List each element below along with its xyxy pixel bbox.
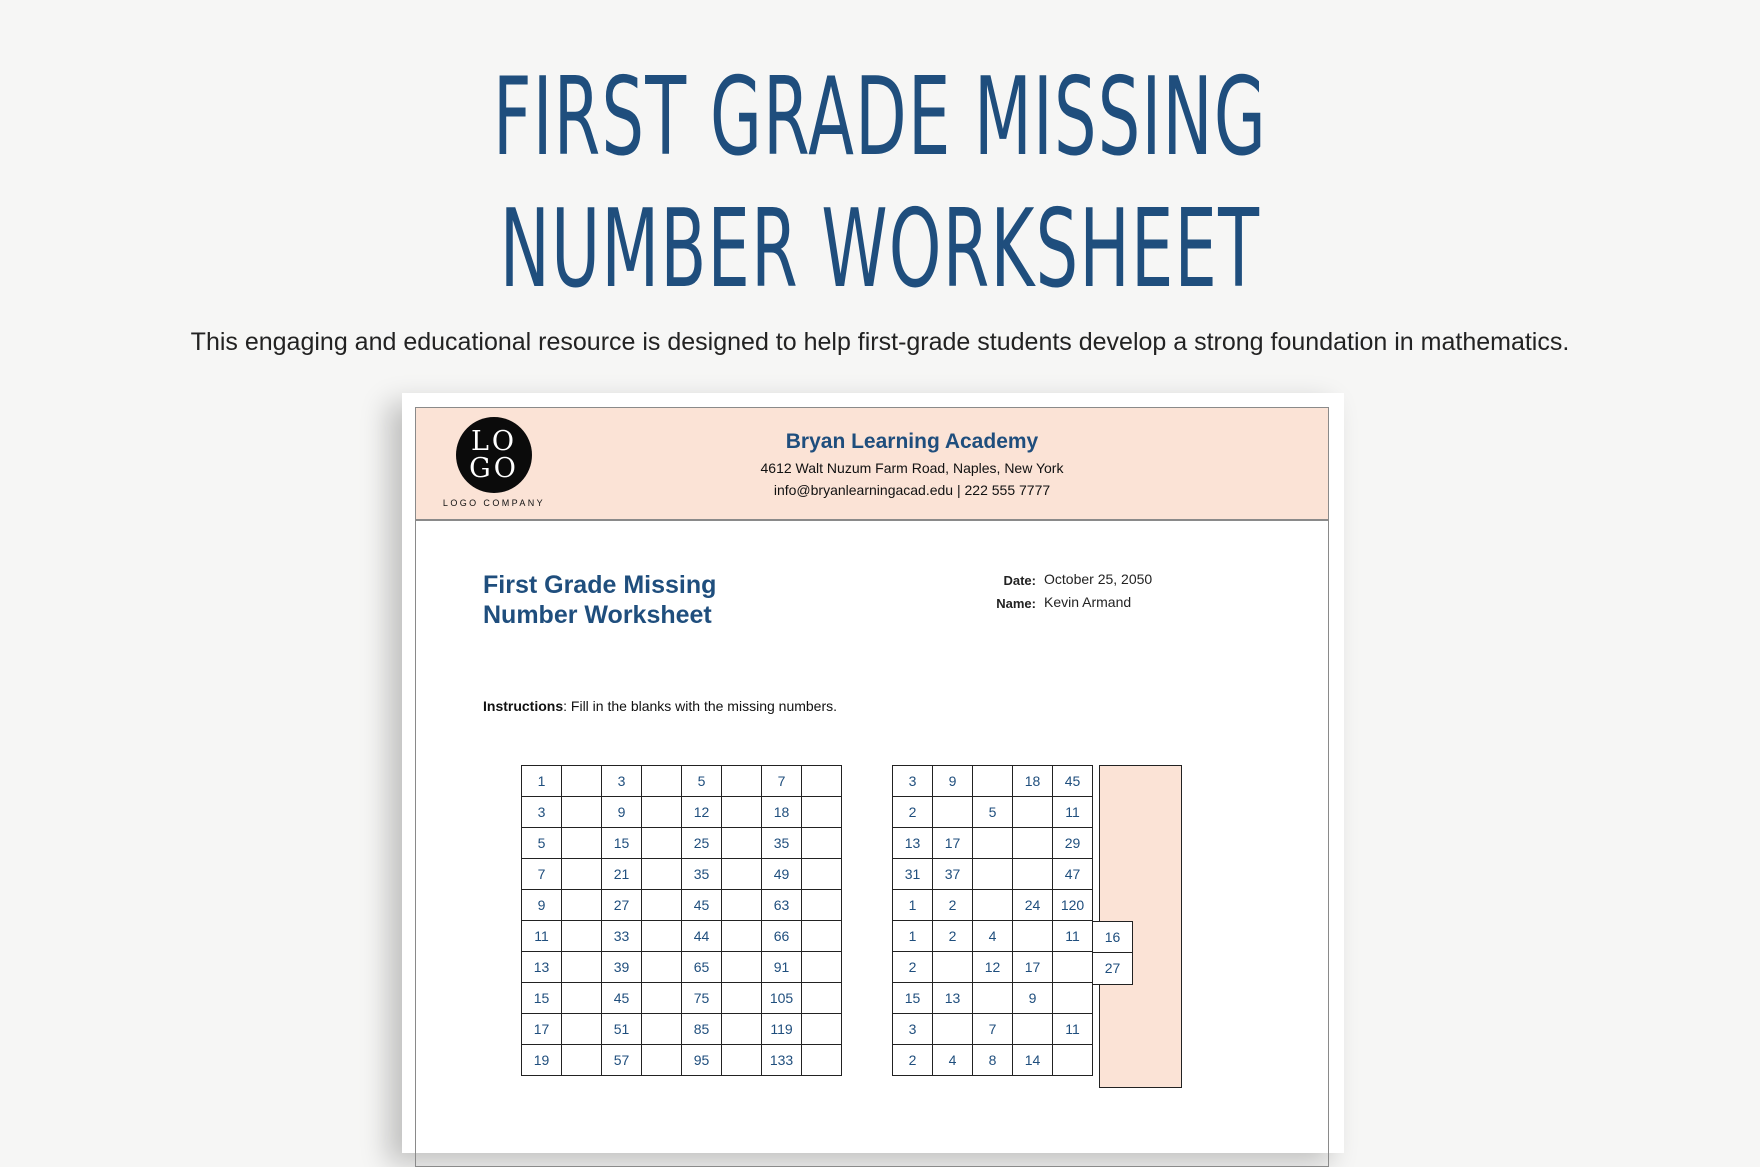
left-grid-number-cell: 17 — [522, 1014, 562, 1045]
right-grid-number-cell: 29 — [1053, 828, 1093, 859]
left-grid-number-cell: 7 — [522, 859, 562, 890]
left-grid-number-cell: 19 — [522, 1045, 562, 1076]
left-grid-row — [522, 1045, 842, 1076]
left-grid-blank-cell[interactable] — [802, 890, 842, 921]
org-address: 4612 Walt Nuzum Farm Road, Naples, New York — [760, 460, 1064, 476]
org-info — [636, 430, 1188, 504]
name-value: Kevin Armand — [1044, 594, 1132, 610]
right-grid-row — [893, 859, 1093, 890]
left-grid-number-cell: 9 — [602, 797, 642, 828]
left-grid-number-cell: 18 — [762, 797, 802, 828]
left-grid-number-cell: 63 — [762, 890, 802, 921]
left-grid-blank-cell[interactable] — [722, 797, 762, 828]
left-grid-blank-cell[interactable] — [642, 797, 682, 828]
right-grid-blank-cell[interactable] — [933, 797, 973, 828]
right-grid-row — [893, 766, 1093, 797]
org-name: Bryan Learning Academy — [785, 430, 1039, 453]
left-grid-number-cell: 44 — [682, 921, 722, 952]
left-grid-row — [522, 797, 842, 828]
left-grid-blank-cell[interactable] — [642, 983, 682, 1014]
left-grid-row — [522, 766, 842, 797]
right-grid-number-cell: 2 — [933, 890, 973, 921]
right-grid-row — [893, 828, 1093, 859]
right-grid-number-cell: 2 — [893, 952, 933, 983]
instructions — [483, 698, 837, 714]
left-grid-number-cell: 5 — [522, 828, 562, 859]
hero-title-line2: NUMBER WORKSHEET — [499, 187, 1261, 312]
left-grid-number-cell: 27 — [602, 890, 642, 921]
left-grid-blank-cell[interactable] — [802, 859, 842, 890]
worksheet-title — [483, 570, 783, 630]
left-grid-number-cell: 45 — [682, 890, 722, 921]
right-grid-number-cell: 4 — [933, 1045, 973, 1076]
left-grid-blank-cell[interactable] — [562, 766, 602, 797]
left-grid-blank-cell[interactable] — [802, 766, 842, 797]
left-grid-blank-cell[interactable] — [562, 983, 602, 1014]
right-grid-row — [893, 921, 1093, 952]
right-grid-number-cell: 45 — [1053, 766, 1093, 797]
right-number-grid — [892, 765, 1093, 1076]
left-grid-blank-cell[interactable] — [642, 1014, 682, 1045]
right-grid-number-cell: 3 — [893, 766, 933, 797]
left-grid-blank-cell[interactable] — [642, 859, 682, 890]
worksheet-meta — [956, 571, 1152, 617]
right-grid-number-cell: 24 — [1013, 890, 1053, 921]
left-grid-number-cell: 65 — [682, 952, 722, 983]
left-grid-number-cell: 11 — [522, 921, 562, 952]
name-row — [956, 594, 1152, 611]
left-grid-blank-cell[interactable] — [562, 1045, 602, 1076]
left-grid-blank-cell[interactable] — [722, 952, 762, 983]
right-grid-blank-cell[interactable] — [1053, 952, 1093, 983]
left-grid-number-cell: 105 — [762, 983, 802, 1014]
right-grid-blank-cell[interactable] — [1013, 797, 1053, 828]
left-number-grid — [521, 765, 842, 1076]
right-grid-number-cell: 11 — [1053, 797, 1093, 828]
left-grid-blank-cell[interactable] — [562, 828, 602, 859]
left-grid-number-cell: 57 — [602, 1045, 642, 1076]
left-grid-number-cell: 45 — [602, 983, 642, 1014]
hero-title — [334, 52, 1425, 316]
right-grid-extra-cell: 27 — [1092, 952, 1133, 985]
left-grid-number-cell: 133 — [762, 1045, 802, 1076]
left-grid-number-cell: 15 — [522, 983, 562, 1014]
left-grid-number-cell: 3 — [602, 766, 642, 797]
logo-text-top: LO — [470, 426, 518, 457]
right-grid-number-cell: 3 — [893, 1014, 933, 1045]
left-grid-blank-cell[interactable] — [642, 890, 682, 921]
right-grid-number-cell: 11 — [1053, 1014, 1093, 1045]
left-grid-row — [522, 828, 842, 859]
left-grid-row — [522, 983, 842, 1014]
right-grid-blank-cell[interactable] — [973, 983, 1013, 1014]
left-grid-blank-cell[interactable] — [802, 1014, 842, 1045]
left-grid-blank-cell[interactable] — [562, 797, 602, 828]
left-grid-number-cell: 85 — [682, 1014, 722, 1045]
left-grid-blank-cell[interactable] — [802, 921, 842, 952]
left-grid-row — [522, 1014, 842, 1045]
worksheet-title-line2: Number Worksheet — [483, 601, 712, 629]
right-grid-number-cell: 7 — [973, 1014, 1013, 1045]
instructions-label: Instructions — [483, 698, 564, 714]
right-grid-row — [893, 952, 1093, 983]
right-grid-number-cell: 2 — [893, 1045, 933, 1076]
left-grid-number-cell: 21 — [602, 859, 642, 890]
worksheet-title-line1: First Grade Missing — [483, 571, 717, 599]
left-grid-blank-cell[interactable] — [562, 921, 602, 952]
left-grid-blank-cell[interactable] — [722, 766, 762, 797]
right-grid-number-cell: 37 — [933, 859, 973, 890]
left-grid-blank-cell[interactable] — [802, 828, 842, 859]
right-grid-blank-cell[interactable] — [933, 1014, 973, 1045]
right-grid-blank-cell[interactable] — [1013, 1014, 1053, 1045]
left-grid-blank-cell[interactable] — [562, 859, 602, 890]
left-grid-blank-cell[interactable] — [722, 890, 762, 921]
worksheet-page — [402, 393, 1344, 1153]
left-grid-blank-cell[interactable] — [642, 828, 682, 859]
left-grid-number-cell: 75 — [682, 983, 722, 1014]
left-grid-blank-cell[interactable] — [642, 952, 682, 983]
left-grid-number-cell: 35 — [682, 859, 722, 890]
left-grid-blank-cell[interactable] — [802, 797, 842, 828]
left-grid-number-cell: 35 — [762, 828, 802, 859]
right-grid-number-cell: 14 — [1013, 1045, 1053, 1076]
left-grid-number-cell: 3 — [522, 797, 562, 828]
left-grid-number-cell: 25 — [682, 828, 722, 859]
logo-badge — [456, 417, 532, 493]
right-grid-number-cell: 5 — [973, 797, 1013, 828]
right-grid-number-cell: 17 — [933, 828, 973, 859]
left-grid-blank-cell[interactable] — [562, 1014, 602, 1045]
hero-title-line1: FIRST GRADE MISSING — [493, 55, 1267, 180]
left-grid-row — [522, 859, 842, 890]
left-grid-number-cell: 66 — [762, 921, 802, 952]
left-grid-blank-cell[interactable] — [802, 952, 842, 983]
left-grid-number-cell: 95 — [682, 1045, 722, 1076]
right-grid-blank-cell[interactable] — [1053, 1045, 1093, 1076]
right-grid-number-cell: 1 — [893, 921, 933, 952]
left-grid-number-cell: 15 — [602, 828, 642, 859]
right-grid-number-cell: 31 — [893, 859, 933, 890]
left-grid-blank-cell[interactable] — [642, 766, 682, 797]
left-grid-number-cell: 1 — [522, 766, 562, 797]
name-label: Name: — [996, 596, 1036, 611]
right-grid-number-cell: 8 — [973, 1045, 1013, 1076]
left-grid-blank-cell[interactable] — [722, 859, 762, 890]
right-grid-number-cell: 13 — [933, 983, 973, 1014]
logo-text-bottom: GO — [469, 453, 519, 484]
right-grid-extra-cell: 16 — [1092, 921, 1133, 954]
right-grid-row — [893, 1014, 1093, 1045]
right-grid-row — [893, 890, 1093, 921]
worksheet-frame — [415, 407, 1329, 1167]
left-grid-number-cell: 12 — [682, 797, 722, 828]
right-grid-number-cell: 2 — [893, 797, 933, 828]
left-grid-number-cell: 49 — [762, 859, 802, 890]
right-grid-blank-cell[interactable] — [1013, 921, 1053, 952]
right-grid-row — [893, 797, 1093, 828]
right-grid-number-cell: 11 — [1053, 921, 1093, 952]
logo-caption: LOGO COMPANY — [442, 498, 546, 508]
right-grid-blank-cell[interactable] — [1053, 983, 1093, 1014]
left-grid-blank-cell[interactable] — [562, 890, 602, 921]
right-grid-number-cell: 9 — [1013, 983, 1053, 1014]
date-value: October 25, 2050 — [1044, 571, 1153, 587]
left-grid-number-cell: 91 — [762, 952, 802, 983]
instructions-text: : Fill in the blanks with the missing numbers. — [563, 698, 838, 714]
right-grid-number-cell: 2 — [933, 921, 973, 952]
left-grid-blank-cell[interactable] — [802, 983, 842, 1014]
left-grid-blank-cell[interactable] — [722, 1014, 762, 1045]
right-grid-number-cell: 47 — [1053, 859, 1093, 890]
right-grid-number-cell: 12 — [973, 952, 1013, 983]
right-grid-blank-cell[interactable] — [973, 766, 1013, 797]
right-grid-blank-cell[interactable] — [1013, 859, 1053, 890]
org-contact: info@bryanlearningacad.edu | 222 555 7777 — [773, 482, 1051, 498]
left-grid-number-cell: 39 — [602, 952, 642, 983]
date-label: Date: — [1003, 573, 1036, 588]
left-grid-blank-cell[interactable] — [722, 828, 762, 859]
right-grid-blank-cell[interactable] — [973, 890, 1013, 921]
left-grid-blank-cell[interactable] — [722, 983, 762, 1014]
right-grid-number-cell: 13 — [893, 828, 933, 859]
right-grid-number-cell: 1 — [893, 890, 933, 921]
left-grid-row — [522, 921, 842, 952]
letterhead — [416, 408, 1328, 521]
right-grid-number-cell: 120 — [1053, 890, 1093, 921]
right-grid-blank-cell[interactable] — [933, 952, 973, 983]
left-grid-number-cell: 33 — [602, 921, 642, 952]
left-grid-blank-cell[interactable] — [722, 1045, 762, 1076]
right-grid-row — [893, 1045, 1093, 1076]
right-grid-number-cell: 17 — [1013, 952, 1053, 983]
left-grid-number-cell: 13 — [522, 952, 562, 983]
right-grid-number-cell: 4 — [973, 921, 1013, 952]
date-row — [956, 571, 1152, 588]
right-grid-blank-cell[interactable] — [973, 859, 1013, 890]
left-grid-blank-cell[interactable] — [642, 1045, 682, 1076]
right-grid-number-cell: 9 — [933, 766, 973, 797]
left-grid-row — [522, 952, 842, 983]
left-grid-row — [522, 890, 842, 921]
left-grid-number-cell: 7 — [762, 766, 802, 797]
left-grid-number-cell: 9 — [522, 890, 562, 921]
left-grid-number-cell: 119 — [762, 1014, 802, 1045]
left-grid-blank-cell[interactable] — [562, 952, 602, 983]
right-grid-blank-cell[interactable] — [1013, 828, 1053, 859]
left-grid-number-cell: 51 — [602, 1014, 642, 1045]
right-grid-number-cell: 15 — [893, 983, 933, 1014]
right-grid-blank-cell[interactable] — [973, 828, 1013, 859]
right-grid-number-cell: 18 — [1013, 766, 1053, 797]
left-grid-blank-cell[interactable] — [642, 921, 682, 952]
left-grid-blank-cell[interactable] — [722, 921, 762, 952]
hero-subtitle: This engaging and educational resource is designed to help first-grade students develop a strong foundation in mathematics. — [190, 328, 1570, 356]
right-grid-row — [893, 983, 1093, 1014]
left-grid-number-cell: 5 — [682, 766, 722, 797]
left-grid-blank-cell[interactable] — [802, 1045, 842, 1076]
